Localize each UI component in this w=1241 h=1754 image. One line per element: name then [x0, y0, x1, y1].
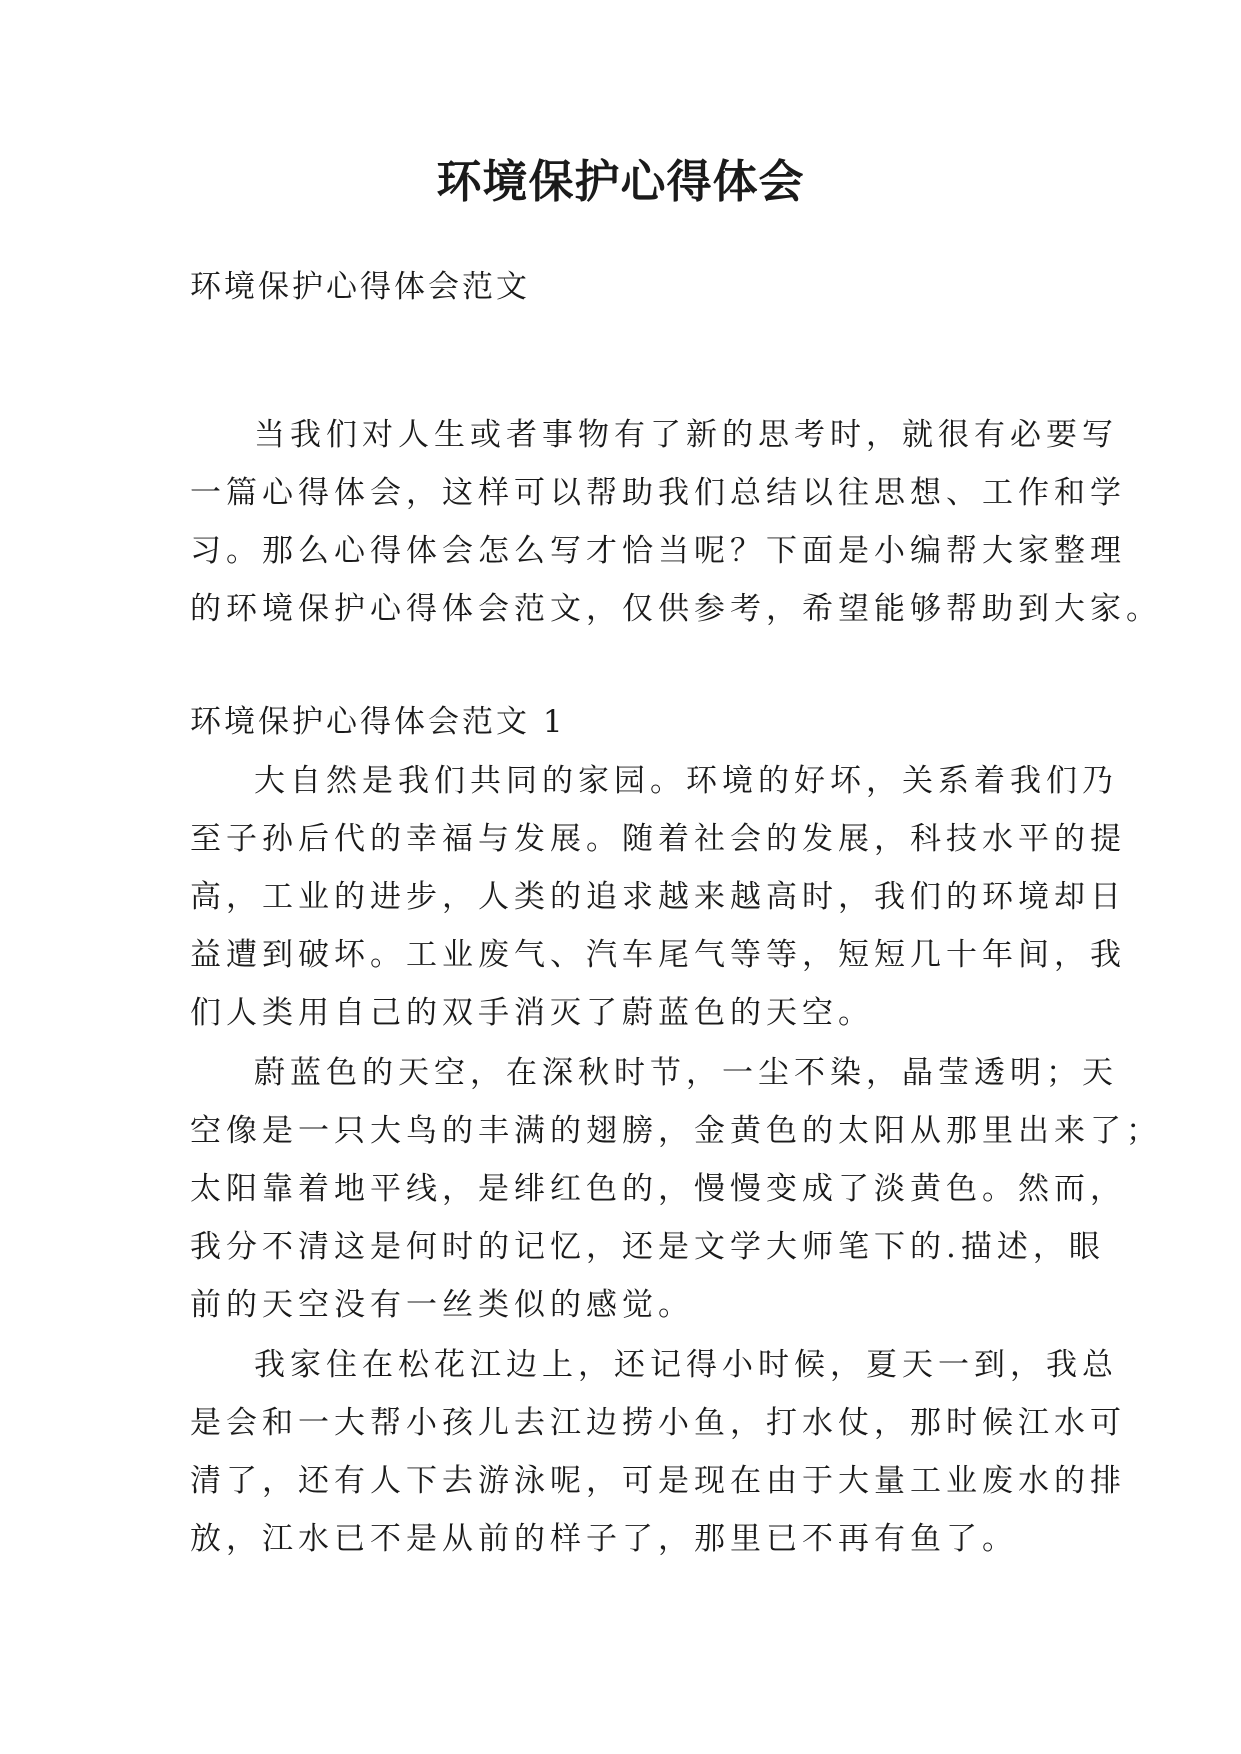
paragraph-line: 清了，还有人下去游泳呢，可是现在由于大量工业废水的排: [190, 1463, 1126, 1499]
paragraph-line: 益遭到破坏。工业废气、汽车尾气等等，短短几十年间，我: [190, 937, 1126, 973]
paragraph-line: 我家住在松花江边上，还记得小时候，夏天一到，我总: [254, 1347, 1118, 1383]
paragraph-line: 我分不清这是何时的记忆，还是文学大师笔下的.描述，眼: [190, 1229, 1105, 1265]
paragraph-line: 高，工业的进步，人类的追求越来越高时，我们的环境却日: [190, 879, 1126, 915]
intro-line: 的环境保护心得体会范文，仅供参考，希望能够帮助到大家。: [190, 591, 1162, 627]
body-paragraph: [190, 1044, 1162, 1334]
paragraph-line: 是会和一大帮小孩儿去江边捞小鱼，打水仗，那时候江水可: [190, 1405, 1126, 1441]
intro-line: 习。那么心得体会怎么写才恰当呢？下面是小编帮大家整理: [190, 533, 1126, 569]
paragraph-line: 太阳靠着地平线，是绯红色的，慢慢变成了淡黄色。然而，: [190, 1171, 1126, 1207]
intro-paragraph: [190, 406, 1162, 638]
section-heading: 环境保护心得体会范文 1: [190, 704, 566, 740]
paragraph-line: 们人类用自己的双手消灭了蔚蓝色的天空。: [190, 995, 874, 1031]
paragraph-line: 大自然是我们共同的家园。环境的好坏，关系着我们乃: [254, 763, 1118, 799]
paragraph-line: 空像是一只大鸟的丰满的翅膀，金黄色的太阳从那里出来了；: [190, 1113, 1162, 1149]
document-title: 环境保护心得体会: [436, 155, 805, 208]
body-paragraph: [190, 752, 1126, 1042]
document-subtitle: 环境保护心得体会范文: [190, 269, 530, 305]
paragraph-line: 至子孙后代的幸福与发展。随着社会的发展，科技水平的提: [190, 821, 1126, 857]
paragraph-line: 前的天空没有一丝类似的感觉。: [190, 1287, 694, 1323]
intro-line: 当我们对人生或者事物有了新的思考时，就很有必要写: [254, 417, 1118, 453]
paragraph-line: 蔚蓝色的天空，在深秋时节，一尘不染，晶莹透明；天: [254, 1055, 1118, 1091]
body-paragraph: [190, 1336, 1126, 1568]
intro-line: 一篇心得体会，这样可以帮助我们总结以往思想、工作和学: [190, 475, 1126, 511]
paragraph-line: 放，江水已不是从前的样子了，那里已不再有鱼了。: [190, 1521, 1018, 1557]
